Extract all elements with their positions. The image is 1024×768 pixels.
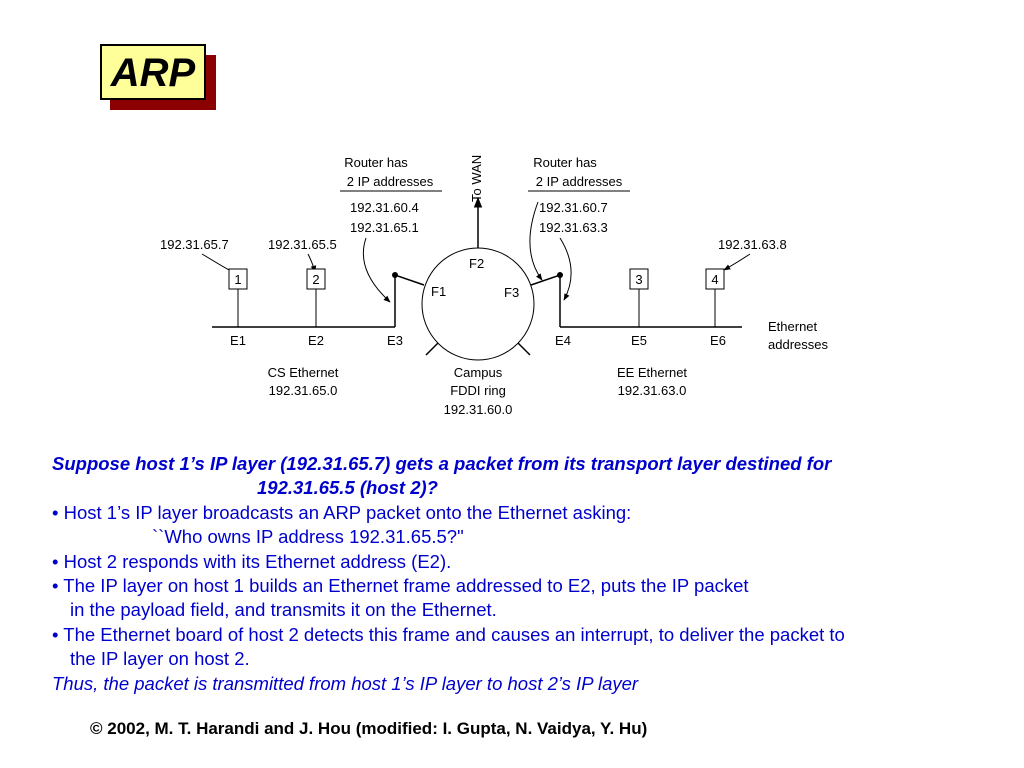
ethernet-addresses-label-2: addresses [768, 337, 828, 352]
copyright-footer: © 2002, M. T. Harandi and J. Hou (modified: I. Gupta, N. Vaidya, Y. Hu) [90, 719, 648, 738]
fddi-f1-label: F1 [431, 284, 447, 299]
left-router-pointer [363, 238, 390, 302]
left-router-dot [392, 272, 398, 278]
title-box [100, 44, 206, 100]
campus-name-2: FDDI ring [450, 383, 506, 398]
host-1-ip: 192.31.65.7 [160, 237, 229, 252]
host-4-ip-arrow [724, 254, 750, 270]
left-router-link [395, 275, 424, 327]
right-router-heading-1: Router has [533, 155, 597, 170]
ee-ethernet-name: EE Ethernet [616, 365, 688, 380]
left-router-heading-2: 2 IP addresses [346, 174, 434, 189]
fddi-f2-label: F2 [469, 256, 485, 271]
host-1-label: 1 [234, 272, 242, 287]
e5-label: E5 [631, 333, 647, 348]
slide-title: ARP [110, 51, 196, 95]
bullet-2: • Host 2 responds with its Ethernet address (E2). [52, 550, 452, 572]
bullet-4-line-2: the IP layer on host 2. [70, 648, 250, 670]
bullet-4-line-1: • The Ethernet board of host 2 detects this frame and causes an interrupt, to deliver the packet to [52, 623, 845, 645]
fddi-f3-label: F3 [504, 285, 520, 300]
question-line-2: 192.31.65.5 (host 2)? [257, 477, 438, 499]
host-4-ip: 192.31.63.8 [718, 237, 787, 252]
campus-name-1: Campus [453, 365, 503, 380]
conclusion: Thus, the packet is transmitted from host 1’s IP layer to host 2’s IP layer [52, 672, 639, 694]
body-text [52, 452, 1024, 696]
e4-label: E4 [555, 333, 571, 348]
fddi-stub-right [518, 343, 530, 355]
e3-label: E3 [387, 333, 403, 348]
bullet-1-quote: ``Who owns IP address 192.31.65.5?" [152, 526, 464, 548]
right-router-link [531, 275, 560, 327]
right-router-dot [557, 272, 563, 278]
left-router-ip-1: 192.31.60.4 [350, 200, 419, 215]
left-router-ip-2: 192.31.65.1 [350, 220, 419, 235]
right-router-ip-1: 192.31.60.7 [539, 200, 608, 215]
ethernet-addresses-label-1: Ethernet [768, 319, 818, 334]
e6-label: E6 [710, 333, 726, 348]
host-4-label: 4 [711, 272, 719, 287]
host-2-ip: 192.31.65.5 [268, 237, 337, 252]
left-router-heading-1: Router has [344, 155, 408, 170]
bullet-1: • Host 1’s IP layer broadcasts an ARP packet onto the Ethernet asking: [52, 501, 632, 523]
ee-ethernet-ip: 192.31.63.0 [617, 383, 687, 398]
cs-ethernet-name: CS Ethernet [267, 365, 339, 380]
e1-label: E1 [230, 333, 246, 348]
question-line-1: Suppose host 1’s IP layer (192.31.65.7) gets a packet from its transport layer destined for [52, 453, 832, 474]
host-2-label: 2 [312, 272, 320, 287]
right-router-pointer-b [560, 238, 571, 300]
fddi-stub-left [426, 343, 438, 355]
e2-label: E2 [308, 333, 324, 348]
campus-ip: 192.31.60.0 [443, 402, 513, 417]
bullet-3-line-2: in the payload field, and transmits it on the Ethernet. [70, 599, 497, 621]
cs-ethernet-ip: 192.31.65.0 [268, 383, 338, 398]
to-wan-label: To WAN [469, 154, 484, 202]
right-router-heading-2: 2 IP addresses [535, 174, 623, 189]
bullet-3-line-1: • The IP layer on host 1 builds an Ethernet frame addressed to E2, puts the IP packet [52, 575, 749, 597]
network-diagram [150, 140, 870, 425]
host-3-label: 3 [635, 272, 643, 287]
right-router-ip-2: 192.31.63.3 [539, 220, 608, 235]
